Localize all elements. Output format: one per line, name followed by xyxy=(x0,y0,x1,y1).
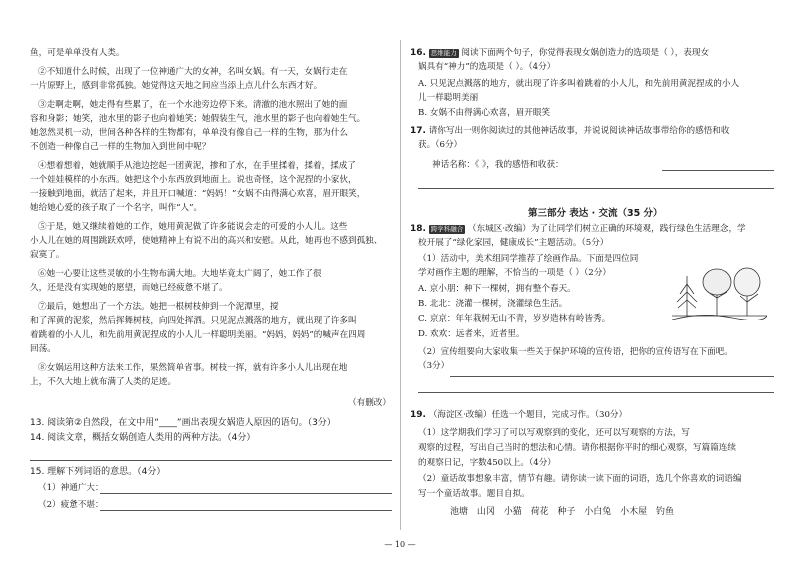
option: B. 女娲不由得满心欢喜，眉开眼笑 xyxy=(418,108,551,118)
passage-line: 着跳着的小人儿，和先前用黄泥捏成的小人儿一样聪明美丽。“妈妈，妈妈”的喊声在四周 xyxy=(30,330,366,340)
passage-line: 容和身影；她笑，池水里的影子也向着她笑；她假装生气，池水里的影子也向着她生气。 xyxy=(30,114,366,124)
question-text: 娲具有“神力”的选项是（ ）。（4分） xyxy=(418,62,556,72)
answer-line[interactable] xyxy=(418,392,774,393)
passage-line: 一片原野上，感到非常孤独。她觉得这天地之间应当添上点儿什么东西才好。 xyxy=(30,81,323,91)
trees-illustration xyxy=(672,262,767,320)
passage-line: 和了浑黄的泥浆，然后挥舞树枝，向四处挥洒。只见泥点溅落的地方，就出现了许多叫 xyxy=(30,316,357,326)
question-text: 神话名称：《 》，我的感悟和收获： xyxy=(432,160,564,170)
answer-line[interactable] xyxy=(662,170,774,171)
answer-line[interactable] xyxy=(418,188,774,189)
passage-line: 她给她心爱的孩子取了一个名字，叫作“人”。 xyxy=(30,203,203,213)
question-text: 阅读下面两个句子，你觉得表现女娲创造力的选项是（ ），表现女 xyxy=(461,48,710,58)
question-14: 14. 阅读文章，概括女娲创造人类用的两种方法。（4分） xyxy=(30,433,256,443)
passage-line: 回荡。 xyxy=(30,344,56,354)
question-text: （3分） xyxy=(418,361,450,371)
question-number: 17. xyxy=(410,126,426,136)
passage-line: ⑧女娲运用这种方法来工作，果然简单省事。树枝一挥，就有许多小人儿出现在地 xyxy=(38,363,348,373)
passage-line: 寂寞了。 xyxy=(30,250,65,260)
column-divider xyxy=(400,40,401,530)
question-text: 的观察日记，字数450以上。（4分） xyxy=(418,458,556,468)
option: 儿一样聪明美丽 xyxy=(418,93,479,103)
question-text: 校开展了“绿化家园，健康成长”主题活动。（5分） xyxy=(418,238,609,248)
answer-line[interactable] xyxy=(100,510,392,511)
question-19 xyxy=(410,410,627,421)
option: C. 京京：年年栽树无山不青，岁岁造林有岭皆秀。 xyxy=(418,314,611,324)
question-text: （海淀区·改编）任选一个题目，完成习作。（30分） xyxy=(428,410,628,420)
answer-line[interactable] xyxy=(100,493,392,494)
word-list: 池塘 山冈 小猫 荷花 种子 小白兔 小木屋 钓鱼 xyxy=(450,507,675,517)
question-text: 观察的过程，写出自己当时的想法和心情。请你根据你平时的细心观察，写篇篇连续 xyxy=(418,443,736,453)
question-text: 请你写出一则你阅读过的其他神话故事，并说说阅读神话故事带给你的感悟和收 xyxy=(428,126,730,136)
option: A. 京小朋：种下一棵树，拥有整个春天。 xyxy=(418,284,576,294)
question-text: （2）宣传组要向大家收集一些关于保护环境的宣传语，把你的宣传语写在下面吧。 xyxy=(418,347,733,357)
answer-line[interactable] xyxy=(30,460,392,461)
skill-tag: 思维能力 xyxy=(430,49,457,57)
section-heading: 第三部分 表达 · 交流（35 分） xyxy=(528,208,663,219)
passage-line: 小人儿在她的周围跳跃欢呼，使她精神上有说不出的高兴和安慰。从此，她再也不感到孤独、 xyxy=(30,236,383,246)
option: D. 欢欢：远者来，近者里。 xyxy=(418,329,525,339)
question-text: 获。（6分） xyxy=(418,140,463,150)
passage-line: 她忽然灵机一动，世间各种各样的生物都有，单单没有像自己一样的生物，那为什么 xyxy=(30,128,348,138)
passage-line: 不创造一种像自己一样的生物加入到世间中呢？ xyxy=(30,142,211,152)
question-18 xyxy=(410,224,746,235)
passage-line: ⑤于是，她又继续着她的工作，她用黄泥做了许多能说会走的可爱的小人儿。这些 xyxy=(38,222,348,232)
page-number: — 10 — xyxy=(384,540,416,549)
question-15-item: （2）疲惫不堪： xyxy=(38,500,104,510)
passage-line: ④想着想着，她就顺手从池边挖起一团黄泥，掺和了水，在手里揉着，揉着，揉成了 xyxy=(38,161,356,171)
question-16 xyxy=(410,48,709,59)
question-number: 16. xyxy=(410,48,426,58)
source-note: （有删改） xyxy=(348,398,391,408)
question-text: （1）活动中，美术组同学推荐了绘画作品。下面是四位同 xyxy=(418,254,639,264)
question-number: 18. xyxy=(410,224,426,234)
question-text: （1）这学期我们学习了可以写观察到的变化，还可以写观察的方法，写 xyxy=(418,428,690,438)
option: B. 北北：浇灌一棵树，浇灌绿色生活。 xyxy=(418,299,568,309)
question-17 xyxy=(410,126,729,137)
passage-line: ③走啊走啊，她走得有些累了，在一个水池旁边停下来。清澈的池水照出了她的面 xyxy=(38,100,348,110)
option: A. 只见泥点溅落的地方，就出现了许多叫着跳着的小人儿，和先前用黄泥捏成的小人 xyxy=(418,79,740,89)
passage-line: 一个娃娃模样的小东西。她把这个小东西放到地面上。说也奇怪，这个泥捏的小家伙， xyxy=(30,175,357,185)
question-text: （东城区·改编）为了让同学们树立正确的环境观，践行绿色生活理念，学 xyxy=(467,224,746,234)
passage-line: ②不知道什么时候，出现了一位神通广大的女神，名叫女娲。有一天，女娲行走在 xyxy=(38,67,348,77)
passage-line: ⑦最后，她想出了一个方法。她把一根树枝伸到一个泥潭里，搅 xyxy=(38,302,279,312)
answer-line[interactable] xyxy=(450,376,774,377)
question-text: （2）童话故事想象丰富，情节有趣。请你读一读下面的词语，选几个你喜欢的词语编 xyxy=(418,474,742,484)
question-text: 写一个童话故事。题目自拟。 xyxy=(418,489,530,499)
question-number: 19. xyxy=(410,410,426,420)
question-15: 15. 理解下列词语的意思。（4分） xyxy=(30,467,166,477)
skill-tag: 跨学科融合 xyxy=(430,225,464,233)
passage-line: 久，还是没有实现她的愿望，而她已经疲惫不堪了。 xyxy=(30,283,228,293)
question-text: 学对画作主题的理解，不恰当的一项是（ ）（2分） xyxy=(418,268,611,278)
passage-line: 鱼，可是单单没有人类。 xyxy=(30,48,125,58)
passage-line: 一接触到地面，就活了起来，并且开口喊道：“妈妈！”女娲不由得满心欢喜，眉开眼笑， xyxy=(30,189,366,199)
passage-line: 上，不久大地上就布满了人类的足迹。 xyxy=(30,377,177,387)
question-13: 13. 阅读第②自然段，在文中用“____”画出表现女娲造人原因的语句。（3分） xyxy=(30,418,336,428)
question-15-item: （1）神通广大： xyxy=(38,483,104,493)
passage-line: ⑥她一心要让这些灵敏的小生物布满大地。大地毕竟太广阔了，她工作了很 xyxy=(38,269,322,279)
